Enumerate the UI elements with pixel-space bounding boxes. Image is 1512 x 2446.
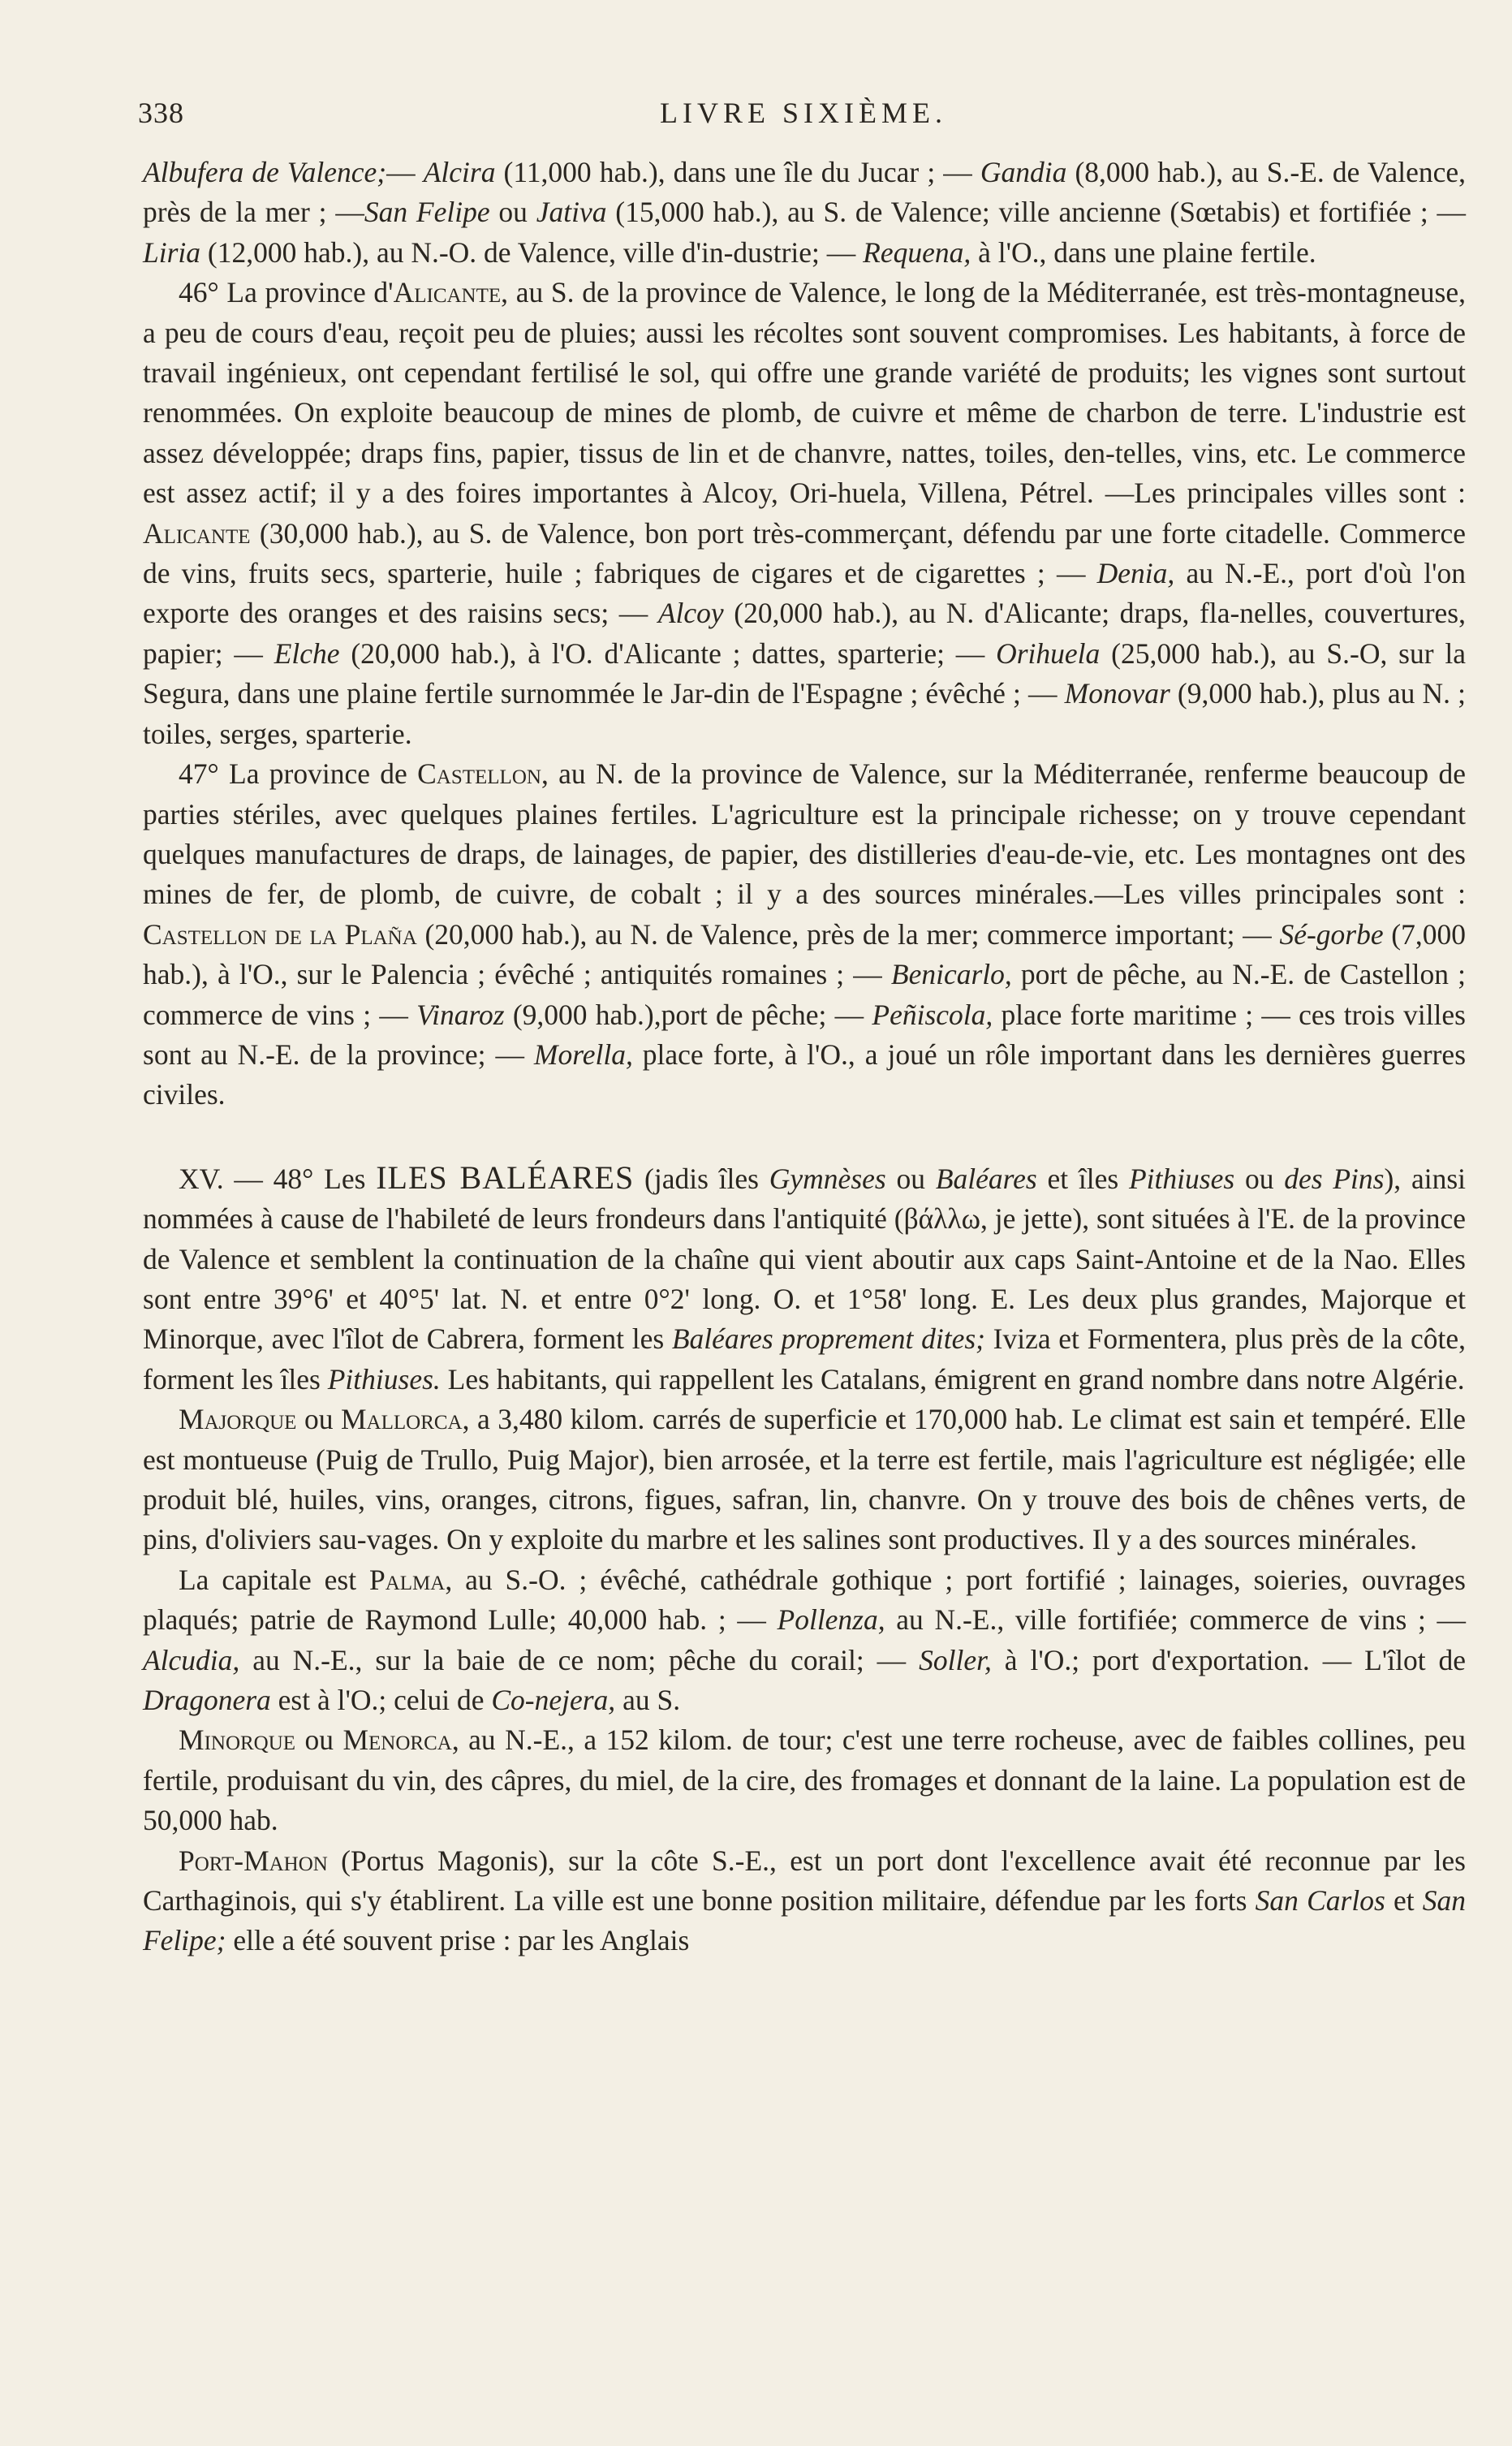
province-name: Alicante bbox=[393, 276, 502, 309]
text-run: (25,000 hab.), au S.-O, sur la Segura, dans une plaine fertile surnommée le Jar-din de l'Espagne ; évêché ; — bbox=[143, 636, 1466, 710]
section-heading: ILES BALÉARES bbox=[376, 1158, 635, 1196]
text-run: ), ainsi nommées à cause de l'habileté de leurs frondeurs dans l'antiquité (βάλλω, je jette), sont situées à l'E. de la province de Valence et semblent la continuation de la chaîne qui vient aboutir aux caps Saint-Antoine et de la Nao. Elles sont entre 39°6' et 40°5' lat. N. et entre 0°2' long. O. et 1°58' long. E. Les deux plus grandes, Majorque et Minorque, avec l'îlot de Cabrera, forment les bbox=[143, 1162, 1467, 1356]
text-run: port de pêche, au N.-E. de Castellon ; commerce de vins ; — bbox=[143, 958, 1466, 1031]
place-name: Baléares bbox=[935, 1162, 1037, 1195]
text-run: (20,000 hab.), à l'O. d'Alicante ; dattes, sparterie; — bbox=[339, 636, 997, 670]
place-name: Sé-gorbe bbox=[1279, 917, 1384, 951]
paragraph-baleares-section bbox=[143, 1158, 1466, 1400]
place-name: Soller, bbox=[919, 1643, 992, 1676]
text-run: place forte maritime ; — ces trois villes sont au N.-E. de la province; — bbox=[143, 998, 1466, 1071]
page-body bbox=[143, 153, 1466, 1961]
text-run: et îles bbox=[1036, 1162, 1129, 1195]
city-name: Palma bbox=[368, 1563, 446, 1596]
text-run: à l'O.; port d'exportation. — L'îlot de bbox=[991, 1643, 1466, 1676]
page-number: 338 bbox=[138, 97, 184, 129]
place-name: Monovar bbox=[1064, 677, 1170, 710]
text-run: , au N.-E., a 152 kilom. de tour; c'est une terre rocheuse, avec de faibles collines, peu fertile, produisant du vin, des câpres, du miel, de la cire, des fromages et donnant de la laine. La population est de 50,000 hab. bbox=[143, 1723, 1467, 1837]
place-name: Orihuela bbox=[996, 636, 1101, 670]
place-name: Pithiuses. bbox=[327, 1362, 441, 1396]
text-run: La capitale est bbox=[179, 1563, 369, 1596]
city-name: Castellon de la Plaña bbox=[143, 917, 417, 951]
text-run: , a 3,480 kilom. carrés de superficie et 170,000 hab. Le climat est sain et tempéré. Elle est montueuse (Puig de Trullo, Puig Major), bien arrosée, et la terre est fertile, mais l'agriculture est négligée; elle produit blé, huiles, vins, oranges, citrons, figues, safran, lin, chanvre. On y trouve des bois de chênes verts, de pins, d'oliviers sau-vages. On y exploite du marbre et les salines sont productives. Il y a des sources minérales. bbox=[143, 1403, 1466, 1556]
place-name: Albufera de Valence; bbox=[143, 156, 387, 188]
text-run: au N.-E., port d'où l'on exporte des oranges et des raisins secs; — bbox=[143, 557, 1466, 630]
text-run: ou bbox=[295, 1723, 343, 1757]
paragraph-alicante bbox=[143, 273, 1466, 754]
text-run: (Portus Magonis), sur la côte S.-E., est un port dont l'excellence avait été reconnue par les Carthaginois, qui s'y établirent. La ville est une bonne position militaire, défendue par les forts bbox=[143, 1844, 1466, 1918]
page-header bbox=[138, 96, 1469, 145]
text-run: 46° La province d' bbox=[179, 276, 394, 309]
paragraph-palma bbox=[143, 1560, 1466, 1721]
paragraph-castellon bbox=[143, 754, 1466, 1115]
place-name: Morella, bbox=[533, 1038, 633, 1071]
place-name: Alcira bbox=[423, 156, 496, 188]
text-run: elle a été souvent prise : par les Anglais bbox=[226, 1924, 690, 1957]
text-run: ou bbox=[1234, 1162, 1285, 1195]
text-run: (12,000 hab.), au N.-O. de Valence, ville d'in-dustrie; — bbox=[200, 235, 864, 269]
place-name: Denia, bbox=[1096, 557, 1175, 590]
city-name: Alicante bbox=[143, 516, 251, 550]
text-run: ou bbox=[885, 1162, 936, 1195]
text-run: au N.-E., sur la baie de ce nom; pêche du corail; — bbox=[239, 1643, 920, 1676]
island-name: Menorca bbox=[342, 1723, 452, 1757]
text-run: (8,000 hab.), au S.-E. de Valence, près de la mer ; — bbox=[143, 156, 1466, 229]
place-name: Pollenza, bbox=[777, 1603, 885, 1637]
text-run: (9,000 hab.),port de pêche; — bbox=[504, 998, 872, 1031]
text-run: ou bbox=[489, 196, 536, 229]
text-run: ou bbox=[296, 1403, 341, 1436]
place-name: Baléares proprement dites; bbox=[671, 1322, 985, 1356]
paragraph-minorque bbox=[143, 1720, 1466, 1840]
text-run: Les habitants, qui rappellent les Catalans, émigrent en grand nombre dans notre Algérie. bbox=[440, 1362, 1465, 1396]
paragraph-port-mahon bbox=[143, 1841, 1466, 1961]
island-name: Minorque bbox=[179, 1723, 296, 1757]
text-run: au N.-E., ville fortifiée; commerce de vins ; — bbox=[885, 1603, 1466, 1637]
text-run: et bbox=[1385, 1884, 1423, 1918]
running-title: LIVRE SIXIÈME. bbox=[660, 97, 947, 129]
place-name: Pithiuses bbox=[1128, 1162, 1235, 1195]
text-run: (15,000 hab.), au S. de Valence; ville ancienne (Sœtabis) et fortifiée ; — bbox=[606, 196, 1467, 229]
text-run: (20,000 hab.), au N. de Valence, près de la mer; commerce important; — bbox=[416, 917, 1280, 951]
place-name: San Felipe bbox=[364, 196, 490, 229]
place-name: des Pins bbox=[1284, 1162, 1385, 1195]
text-run: , au S. de la province de Valence, le long de la Méditerranée, est très-montagneuse, a peu de cours d'eau, reçoit peu de pluies; aussi les récoltes sont souvent compromises. Les habitants, à force de travail ingénieux, ont cependant fertilisé le sol, qui offre une grande variété de produits; les vignes sont surtout renommées. On exploite beaucoup de mines de plomb, de cuivre et même de charbon de terre. L'industrie est assez développée; draps fins, papier, tissus de lin et de chanvre, nattes, toiles, den-telles, vins, etc. Le commerce est assez actif; il y a des foires importantes à Alcoy, Ori-huela, Villena, Pétrel. —Les principales villes sont : bbox=[143, 276, 1467, 510]
place-name: Requena, bbox=[863, 235, 971, 269]
place-name: Liria bbox=[143, 235, 201, 269]
place-name: Jativa bbox=[536, 196, 607, 229]
place-name: Peñiscola, bbox=[872, 998, 993, 1031]
island-name: Majorque bbox=[179, 1403, 297, 1436]
text-run: (20,000 hab.), au N. d'Alicante; draps, fla-nelles, couvertures, papier; — bbox=[143, 597, 1466, 670]
section-marker: XV. — 48° Les bbox=[179, 1162, 377, 1195]
text-run: (9,000 hab.), plus au N. ; toiles, serges, sparterie. bbox=[143, 677, 1466, 750]
text-run: — bbox=[386, 156, 424, 188]
text-run: (30,000 hab.), au S. de Valence, bon port très-commerçant, défendu par une forte citadelle. Commerce de vins, fruits secs, sparterie, huile ; fabriques de cigares et de cigarettes ; — bbox=[143, 516, 1466, 590]
text-run: (jadis îles bbox=[634, 1162, 769, 1195]
island-name: Mallorca bbox=[340, 1403, 463, 1436]
place-name: Gymnèses bbox=[769, 1162, 886, 1195]
place-name: Gandia bbox=[980, 156, 1067, 188]
text-run: (7,000 hab.), à l'O., sur le Palencia ; évêché ; antiquités romaines ; — bbox=[143, 917, 1467, 991]
place-name: San Felipe; bbox=[143, 1884, 1467, 1957]
text-run: 47° La province de bbox=[179, 757, 418, 791]
city-name: Port-Mahon bbox=[179, 1844, 328, 1877]
text-run: au S. bbox=[615, 1684, 681, 1717]
place-name: Benicarlo, bbox=[890, 958, 1012, 991]
province-name: Castellon bbox=[417, 757, 541, 791]
text-run: place forte, à l'O., a joué un rôle important dans les dernières guerres civiles. bbox=[143, 1038, 1467, 1111]
text-run: (11,000 hab.), dans une île du Jucar ; — bbox=[495, 156, 980, 188]
place-name: Co-nejera, bbox=[491, 1684, 616, 1717]
paragraph-majorque bbox=[143, 1400, 1466, 1560]
text-run: à l'O., dans une plaine fertile. bbox=[971, 235, 1316, 269]
text-run: , au N. de la province de Valence, sur la Méditerranée, renferme beaucoup de parties stériles, avec quelques plaines fertiles. L'agriculture est la principale richesse; on y trouve cependant quelques manufactures de draps, de lainages, de papier, des distilleries d'eau-de-vie, etc. Les montagnes ont des mines de fer, de plomb, de cuivre, de cobalt ; il y a des sources minérales.—Les villes principales sont : bbox=[143, 757, 1466, 911]
place-name: Dragonera bbox=[143, 1684, 271, 1717]
place-name: Alcoy bbox=[657, 597, 724, 630]
place-name: San Carlos bbox=[1255, 1884, 1385, 1918]
text-run: est à l'O.; celui de bbox=[270, 1684, 492, 1717]
paragraph-valence-cities bbox=[143, 153, 1466, 273]
place-name: Elche bbox=[274, 636, 340, 670]
text-run: Iviza et Formentera, plus près de la côte, forment les îles bbox=[143, 1322, 1466, 1396]
place-name: Alcudia, bbox=[143, 1643, 240, 1676]
place-name: Vinaroz bbox=[416, 998, 505, 1031]
text-run: , au S.-O. ; évêché, cathédrale gothique ; port fortifié ; lainages, soieries, ouvrages plaqués; patrie de Raymond Lulle; 40,000 hab. ; — bbox=[143, 1563, 1466, 1637]
